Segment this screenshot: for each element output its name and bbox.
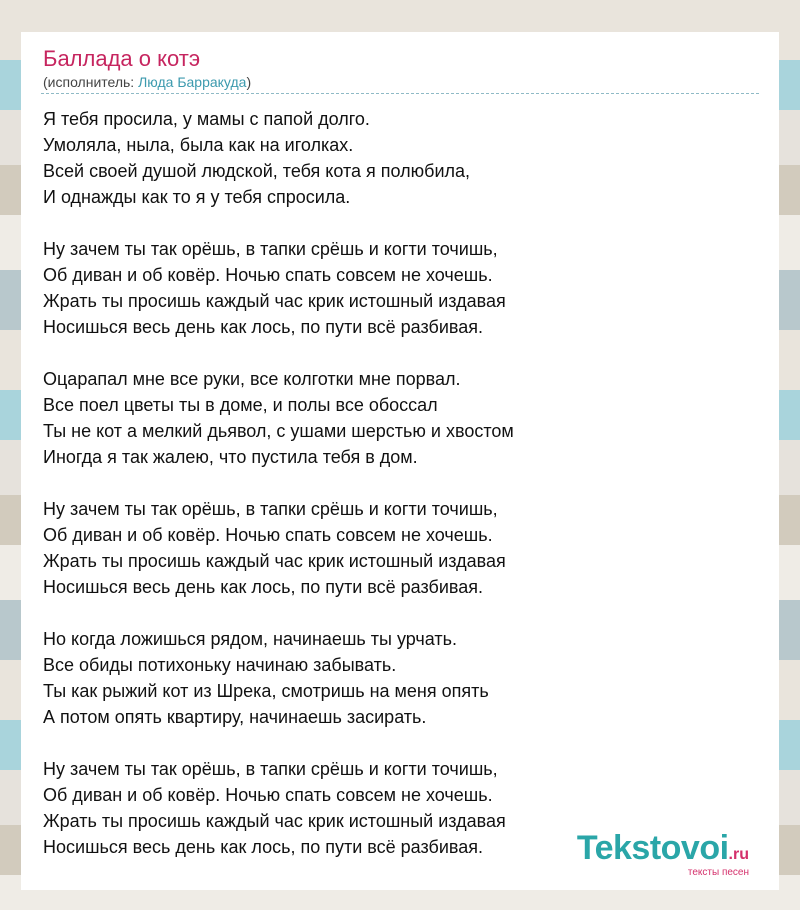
lyrics-line: Ну зачем ты так орёшь, в тапки срёшь и когти точишь, (43, 239, 498, 259)
lyrics-card (21, 32, 779, 890)
lyrics-line: Все обиды потихоньку начинаю забывать. (43, 655, 397, 675)
lyrics-line: Жрать ты просишь каждый час крик истошный издавая (43, 291, 506, 311)
lyrics-stanza (43, 236, 743, 340)
lyrics-line: Жрать ты просишь каждый час крик истошный издавая (43, 811, 506, 831)
lyrics-line: Ты не кот а мелкий дьявол, с ушами шерстью и хвостом (43, 421, 514, 441)
lyrics-line: Носишься весь день как лось, по пути всё разбивая. (43, 837, 483, 857)
lyrics-line: Ты как рыжий кот из Шрека, смотришь на меня опять (43, 681, 489, 701)
site-logo[interactable] (576, 829, 749, 878)
lyrics-line: Иногда я так жалею, что пустила тебя в дом. (43, 447, 418, 467)
lyrics-line: Все поел цветы ты в доме, и полы все обоссал (43, 395, 438, 415)
artist-suffix: ) (246, 74, 252, 90)
lyrics-line: Ну зачем ты так орёшь, в тапки срёшь и когти точишь, (43, 499, 498, 519)
lyrics-line: Оцарапал мне все руки, все колготки мне порвал. (43, 369, 461, 389)
logo-domain: .ru (728, 846, 749, 863)
lyrics-line: Всей своей душой людской, тебя кота я полюбила, (43, 161, 471, 181)
lyrics-stanza (43, 626, 743, 730)
artist-line (43, 74, 251, 90)
logo-tagline: тексты песен (687, 867, 749, 878)
lyrics-line: Носишься весь день как лось, по пути всё разбивая. (43, 317, 483, 337)
artist-link[interactable]: Люда Барракуда (138, 74, 247, 90)
lyrics-line: Носишься весь день как лось, по пути всё разбивая. (43, 577, 483, 597)
lyrics-line: Об диван и об ковёр. Ночью спать совсем не хочешь. (43, 265, 493, 285)
lyrics-line: Жрать ты просишь каждый час крик истошный издавая (43, 551, 506, 571)
artist-prefix: (исполнитель: (43, 74, 139, 90)
song-title: Баллада о котэ (43, 46, 201, 71)
lyrics-line: Я тебя просила, у мамы с папой долго. (43, 109, 370, 129)
lyrics-stanza (43, 496, 743, 600)
lyrics-stanza (43, 106, 743, 210)
lyrics-line: И однажды как то я у тебя спросила. (43, 187, 351, 207)
lyrics-line: Ну зачем ты так орёшь, в тапки срёшь и когти точишь, (43, 759, 498, 779)
lyrics-line: Об диван и об ковёр. Ночью спать совсем не хочешь. (43, 785, 493, 805)
logo-name: Tekstovoi (576, 829, 729, 867)
lyrics-line: Умоляла, ныла, была как на иголках. (43, 135, 354, 155)
lyrics-line: Об диван и об ковёр. Ночью спать совсем не хочешь. (43, 525, 493, 545)
lyrics-stanza (43, 366, 743, 470)
title-divider (41, 93, 759, 94)
lyrics-line: А потом опять квартиру, начинаешь засирать. (43, 707, 427, 727)
lyrics-line: Но когда ложишься рядом, начинаешь ты урчать. (43, 629, 457, 649)
lyrics-body (43, 106, 743, 886)
